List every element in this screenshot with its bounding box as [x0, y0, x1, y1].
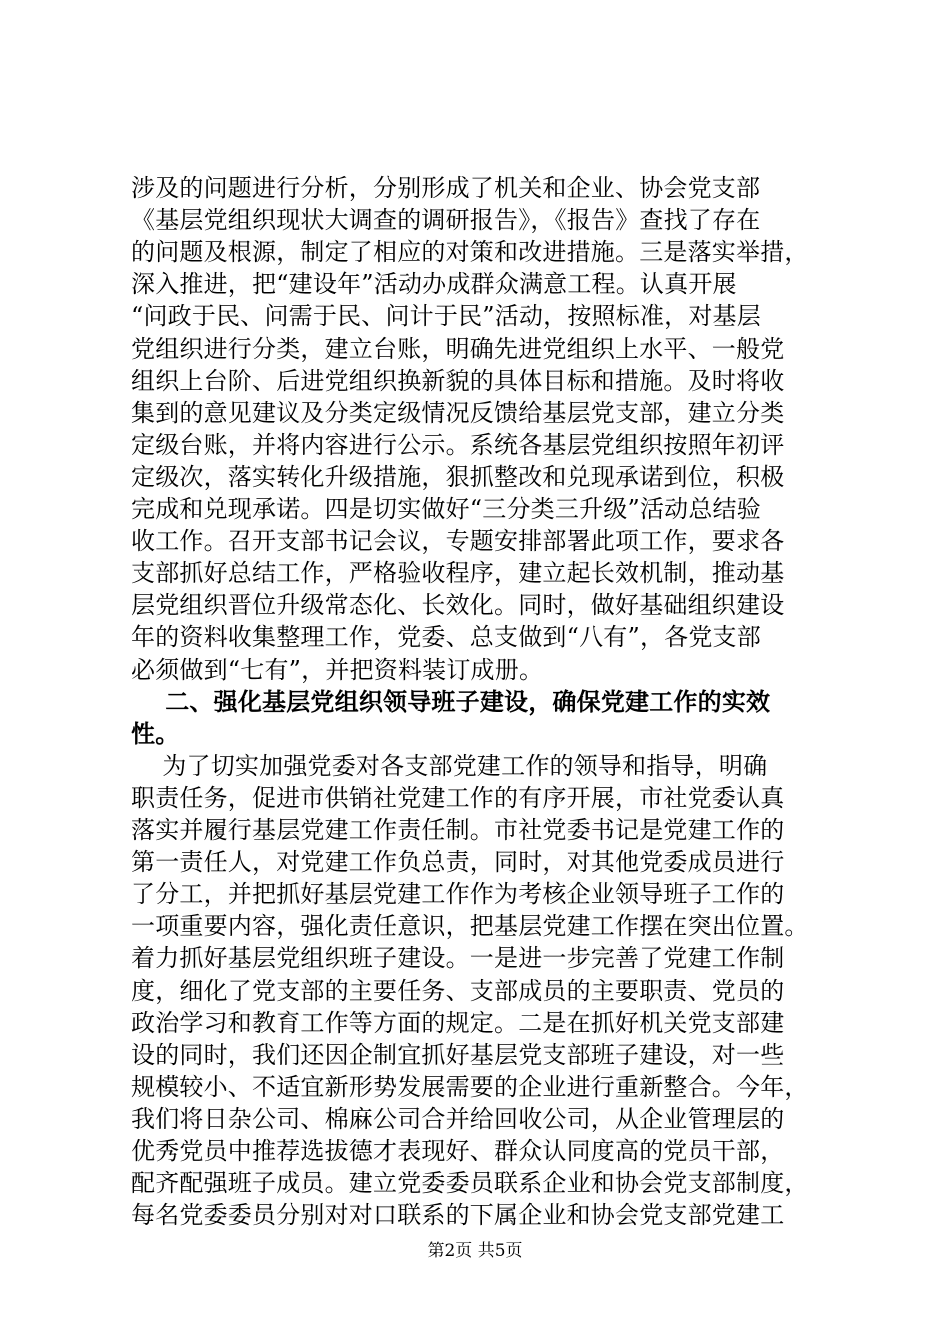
- body-line: 每名党委委员分别对对口联系的下属企业和协会党支部党建工: [131, 1201, 785, 1230]
- body-line: 设的同时，我们还因企制宜抓好基层党支部班子建设，对一些: [131, 1040, 785, 1069]
- body-line: 一项重要内容，强化责任意识，把基层党建工作摆在突出位置。: [131, 912, 809, 941]
- body-line: 政治学习和教育工作等方面的规定。二是在抓好机关党支部建: [131, 1008, 785, 1037]
- body-line: 收工作。召开支部书记会议，专题安排部署此项工作，要求各: [131, 527, 785, 556]
- section-heading-continued: 性。: [131, 719, 180, 748]
- body-line: 深入推进，把“建设年”活动办成群众满意工程。认真开展: [131, 270, 737, 299]
- body-line: 涉及的问题进行分析，分别形成了机关和企业、协会党支部: [131, 174, 761, 202]
- section-heading: 二、强化基层党组织领导班子建设，确保党建工作的实效: [131, 687, 771, 716]
- body-line: 完成和兑现承诺。四是切实做好“三分类三升级”活动总结验: [131, 495, 761, 523]
- body-line: 我们将日杂公司、棉麻公司合并给回收公司，从企业管理层的: [131, 1104, 785, 1133]
- body-line: 的问题及根源，制定了相应的对策和改进措施。三是落实举措，: [131, 238, 809, 267]
- body-line: 优秀党员中推荐选拔德才表现好、群众认同度高的党员干部，: [131, 1137, 785, 1165]
- body-line: 定级次，落实转化升级措施，狠抓整改和兑现承诺到位，积极: [131, 462, 785, 491]
- body-line: 集到的意见建议及分类定级情况反馈给基层党支部，建立分类: [131, 398, 785, 427]
- body-line: 定级台账，并将内容进行公示。系统各基层党组织按照年初评: [131, 430, 785, 459]
- body-line: 配齐配强班子成员。建立党委委员联系企业和协会党支部制度，: [131, 1169, 809, 1198]
- body-line: 第一责任人，对党建工作负总责，同时，对其他党委成员进行: [131, 848, 785, 877]
- body-line: “问政于民、问需于民、问计于民”活动，按照标准，对基层: [131, 302, 761, 331]
- body-line: 党组织进行分类，建立台账，明确先进党组织上水平、一般党: [131, 334, 785, 363]
- page-footer: 第2页 共5页: [427, 1241, 523, 1261]
- body-line: 了分工，并把抓好基层党建工作作为考核企业领导班子工作的: [131, 880, 785, 909]
- body-line: 规模较小、不适宜新形势发展需要的企业进行重新整合。今年，: [131, 1072, 809, 1101]
- body-line: 必须做到“七有”，并把资料装订成册。: [131, 655, 544, 684]
- body-line: 为了切实加强党委对各支部党建工作的领导和指导，明确: [131, 751, 768, 780]
- body-line: 层党组织晋位升级常态化、长效化。同时，做好基础组织建设: [131, 591, 785, 620]
- body-line: 年的资料收集整理工作，党委、总支做到“八有”，各党支部: [131, 623, 761, 652]
- body-line: 组织上台阶、后进党组织换新貌的具体目标和措施。及时将收: [131, 366, 785, 395]
- body-line: 支部抓好总结工作，严格验收程序，建立起长效机制，推动基: [131, 559, 785, 588]
- body-line: 职责任务，促进市供销社党建工作的有序开展，市社党委认真: [131, 783, 785, 812]
- body-line: 着力抓好基层党组织班子建设。一是进一步完善了党建工作制: [131, 944, 785, 973]
- body-line: 度，细化了党支部的主要任务、支部成员的主要职责、党员的: [131, 976, 785, 1005]
- body-line: 《基层党组织现状大调查的调研报告》，《报告》查找了存在: [131, 206, 761, 235]
- body-line: 落实并履行基层党建工作责任制。市社党委书记是党建工作的: [131, 816, 785, 844]
